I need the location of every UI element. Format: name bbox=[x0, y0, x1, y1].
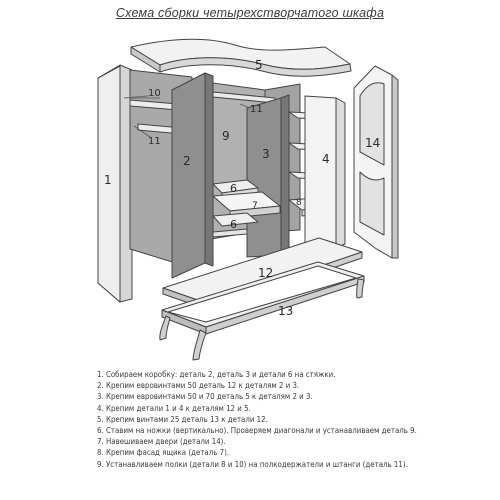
part-4-right-side-panel bbox=[305, 96, 345, 250]
assembly-step: 5. Крепим винтами 25 деталь 13 к детали 12. bbox=[97, 413, 268, 424]
part-label-6-lower: 6 bbox=[230, 218, 237, 231]
part-label-2: 2 bbox=[183, 154, 191, 168]
part-label-7: 7 bbox=[252, 201, 258, 211]
part-label-8: 8 bbox=[296, 198, 302, 208]
part-3-right-divider bbox=[247, 95, 289, 257]
part-label-13: 13 bbox=[278, 304, 294, 318]
part-label-1: 1 bbox=[104, 173, 112, 187]
part-label-12: 12 bbox=[258, 266, 274, 280]
assembly-step: 7. Навешиваем двери (детали 14). bbox=[97, 436, 226, 447]
assembly-step: 2. Крепим евровинтами 50 деталь 12 к деталям 2 и 3. bbox=[97, 380, 300, 391]
assembly-steps bbox=[97, 369, 417, 470]
part-label-9: 9 bbox=[222, 129, 230, 143]
part-label-11-left: 11 bbox=[148, 136, 161, 147]
part-label-14: 14 bbox=[365, 136, 381, 150]
part-label-6-upper: 6 bbox=[230, 182, 237, 195]
assembly-step: 3. Крепим евровинтами 50 и 70 деталь 5 к деталям 2 и 3. bbox=[97, 391, 313, 402]
part-label-11-right: 11 bbox=[250, 104, 263, 115]
assembly-step: 1. Собираем коробку: деталь 2, деталь 3 и детали 6 на стяжки. bbox=[97, 369, 336, 379]
part-2-left-divider bbox=[172, 73, 213, 278]
part-label-3: 3 bbox=[262, 147, 270, 161]
part-14-door bbox=[354, 66, 398, 258]
assembly-step: 4. Крепим детали 1 и 4 к деталям 12 и 5. bbox=[97, 402, 251, 413]
part-label-4: 4 bbox=[322, 152, 330, 166]
assembly-step: 8. Крепим фасад ящика (деталь 7). bbox=[97, 447, 230, 458]
part-5-top-panel bbox=[131, 39, 351, 76]
page-title: Схема сборки четырехстворчатого шкафа bbox=[115, 6, 385, 20]
part-label-10: 10 bbox=[148, 88, 161, 99]
part-label-5: 5 bbox=[255, 58, 263, 72]
assembly-step: 9. Устанавливаем полки (детали 8 и 10) на полкодержатели и штанги (деталь 11). bbox=[97, 458, 408, 469]
assembly-step: 6. Ставим на ножки (вертикально). Проверяем диагонали и устанавливаем деталь 9. bbox=[97, 425, 417, 436]
